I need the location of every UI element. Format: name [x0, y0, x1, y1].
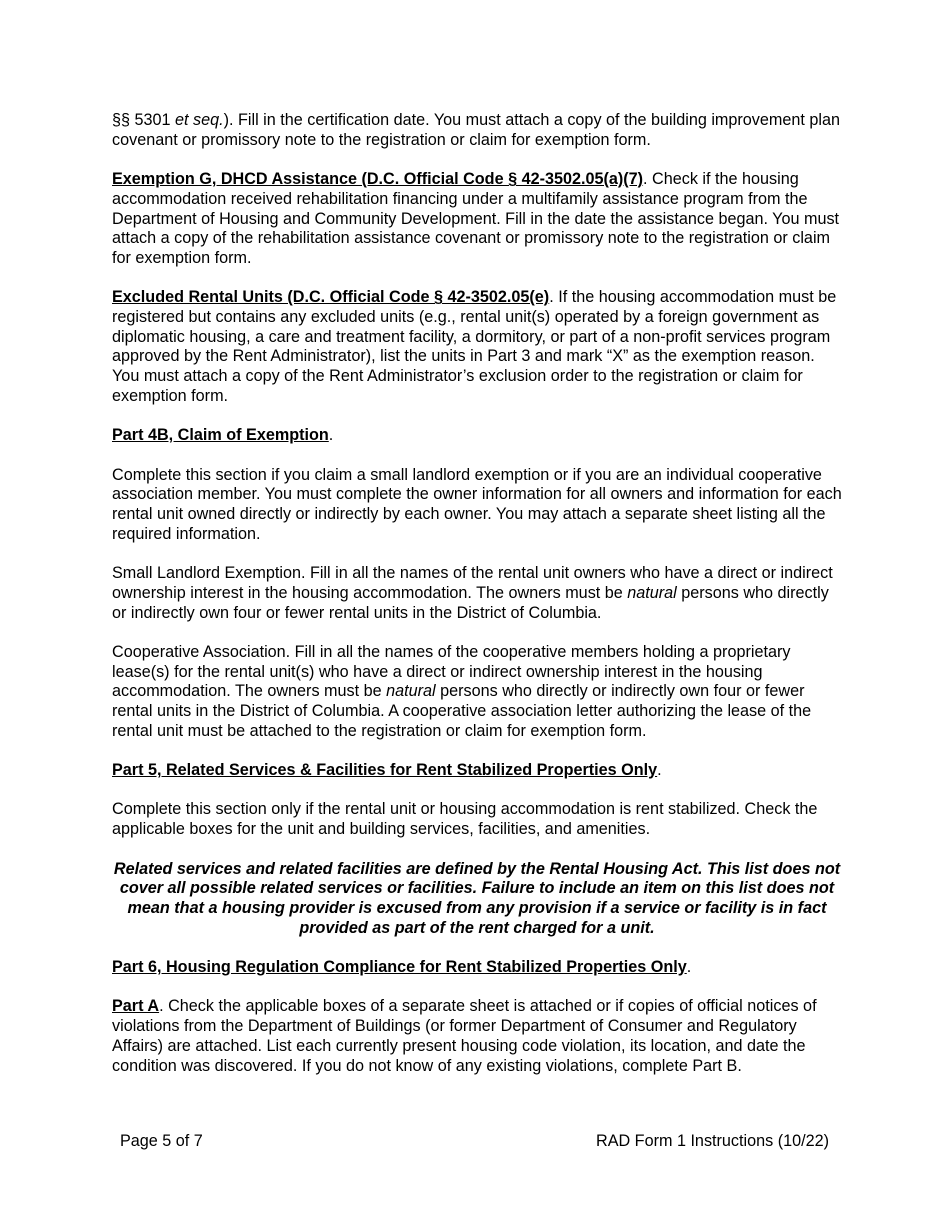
part-5-heading-line: Part 5, Related Services & Facilities for Rent Stabilized Properties Only.	[112, 761, 662, 780]
instructions-body	[112, 111, 842, 1096]
certification-paragraph: §§ 5301 et seq.). Fill in the certification date. You must attach a copy of the building improvement plan covenant or promissory note to the registration or claim for exemption form.	[112, 111, 840, 149]
part-4b-heading: Part 4B, Claim of Exemption	[112, 426, 329, 445]
part-a-paragraph: Part A. Check the applicable boxes of a separate sheet is attached or if copies of official notices of violations from the Department of Buildings (or former Department of Consumer and Regulatory Affairs) are attached. List each currently present housing code violation, its location, and date the condition was discovered. If you do not know of any existing violations, complete Part B.	[112, 997, 817, 1075]
excluded-units-heading: Excluded Rental Units (D.C. Official Code § 42-3502.05(e)	[112, 288, 550, 307]
part-5-body: Complete this section only if the rental unit or housing accommodation is rent stabilized. Check the applicable boxes for the unit and building services, facilities, and amenities.	[112, 800, 818, 839]
part-6-heading-line: Part 6, Housing Regulation Compliance for Rent Stabilized Properties Only.	[112, 958, 692, 977]
part-a-label: Part A	[112, 997, 160, 1016]
exemption-g-paragraph: Exemption G, DHCD Assistance (D.C. Official Code § 42-3502.05(a)(7). Check if the housing accommodation received rehabilitation financing under a multifamily assistance program from the Department of Housing and Community Development. Fill in the date the assistance began. You must attach a copy of the rehabilitation assistance covenant or promissory note to the registration or claim for exemption form.	[112, 170, 840, 267]
small-landlord-paragraph: Small Landlord Exemption. Fill in all the names of the rental unit owners who have a direct or indirect ownership interest in the housing accommodation. The owners must be natural persons who directly or indirectly own four or fewer rental units in the District of Columbia.	[112, 564, 833, 622]
excluded-units-paragraph: Excluded Rental Units (D.C. Official Code § 42-3502.05(e). If the housing accommodation must be registered but contains any excluded units (e.g., rental unit(s) operated by a foreign government as diplomatic housing, a care and treatment facility, a dormitory, or part of a non-profit services program approved by the Rent Administrator), list the units in Part 3 and mark “X” as the exemption reason. You must attach a copy of the Rent Administrator’s exclusion order to the registration or claim for exemption form.	[112, 288, 837, 405]
part-5-heading: Part 5, Related Services & Facilities for Rent Stabilized Properties Only	[112, 761, 658, 780]
related-services-notice: Related services and related facilities are defined by the Rental Housing Act. This list does not cover all possible related services or facilities. Failure to include an item on this list does not mean that a housing provider is excused from any provision if a service or facility is in fact provided as part of the rent charged for a unit.	[113, 859, 841, 937]
exemption-g-heading: Exemption G, DHCD Assistance (D.C. Official Code § 42-3502.05(a)(7)	[112, 170, 644, 189]
form-identifier: RAD Form 1 Instructions (10/22)	[596, 1132, 829, 1150]
part-4b-heading-line: Part 4B, Claim of Exemption.	[112, 426, 334, 445]
part-6-heading: Part 6, Housing Regulation Compliance for Rent Stabilized Properties Only	[112, 958, 687, 977]
part-4b-intro: Complete this section if you claim a small landlord exemption or if you are an individual cooperative association member. You must complete the owner information for all owners and information for each rental unit owned directly or indirectly by each owner. You may attach a separate sheet listing all the required information.	[112, 465, 842, 543]
cooperative-paragraph: Cooperative Association. Fill in all the names of the cooperative members holding a proprietary lease(s) for the rental unit(s) who have a direct or indirect ownership interest in the housing accommodation. The owners must be natural persons who directly or indirectly own four or fewer rental units in the District of Columbia. A cooperative association letter authorizing the lease of the rental unit must be attached to the registration or claim for exemption form.	[112, 642, 812, 740]
page-number: Page 5 of 7	[120, 1132, 203, 1150]
